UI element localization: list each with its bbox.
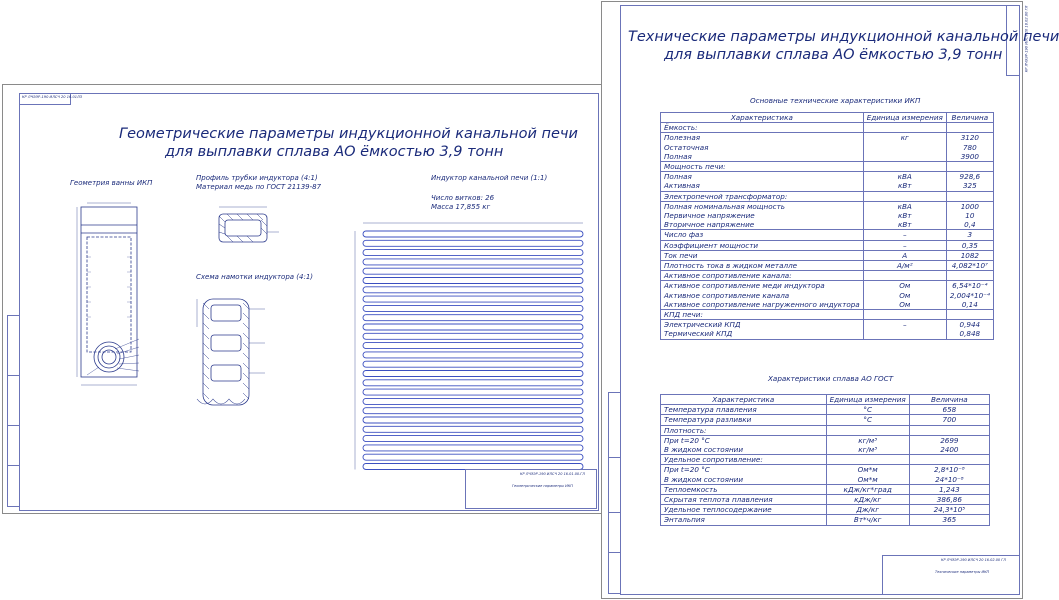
table2-cell-unit: кг/м³ кг/м³ — [826, 435, 909, 454]
table1-cell-value: 6,54*10⁻⁴ 2,004*10⁻⁴ 0,14 — [946, 281, 993, 310]
coil-turn — [363, 408, 583, 414]
coil-turn — [363, 333, 583, 339]
coil-turn — [363, 436, 583, 442]
table1-cell-value: 0,35 — [946, 240, 993, 250]
table2-cell-name: Температура разливки — [661, 415, 827, 425]
coil-turn — [363, 445, 583, 451]
table1-row — [661, 172, 994, 191]
table1-cell-value: 1000 10 0,4 — [946, 201, 993, 230]
coil-turn — [363, 426, 583, 432]
left-doc-code: КР ЛЧЭЭР-190 ИЛСЧ 20 16.01ЛЗ — [22, 95, 83, 99]
table2-row — [661, 495, 990, 505]
table2-cell-name: Удельное сопротивление: — [661, 455, 827, 465]
table1-row — [661, 250, 994, 260]
table2-cell-value: 658 — [909, 405, 989, 415]
turns-count: Число витков: 26 — [431, 194, 495, 202]
table2-cell-value: 386,86 — [909, 495, 989, 505]
tube-profile-drawing — [215, 202, 285, 252]
coil-turn — [363, 250, 583, 256]
table1-cell-value — [946, 162, 993, 172]
table1-row — [661, 133, 994, 162]
table2-cell-name: Энтальпия — [661, 515, 827, 525]
table1-cell-name: Коэффициент мощности — [661, 240, 864, 250]
furnace-characteristics-table — [660, 112, 994, 340]
inductor-coil-drawing — [323, 217, 588, 477]
table1-cell-unit — [863, 123, 946, 133]
coil-turn — [363, 305, 583, 311]
table1-cell-value — [946, 191, 993, 201]
table2-cell-name: Температура плавления — [661, 405, 827, 415]
table1-cell-value: 3 — [946, 230, 993, 240]
table2-row — [661, 465, 990, 484]
table1-cell-name: Число фаз — [661, 230, 864, 240]
table1-header-characteristic: Характеристика — [661, 113, 864, 123]
coil-turn — [363, 278, 583, 284]
table1-row — [661, 162, 994, 172]
table1-cell-value: 928,6 325 — [946, 172, 993, 191]
table2-header-unit: Единица измерения — [826, 395, 909, 405]
table1-cell-value: 1082 — [946, 250, 993, 260]
table1-cell-unit — [863, 162, 946, 172]
table1-row — [661, 240, 994, 250]
table1-cell-value — [946, 310, 993, 320]
table2-cell-unit: кДж/кг*град — [826, 484, 909, 494]
right-title-line2: для выплавки сплава АО ёмкостью 3,9 тонн — [664, 47, 1003, 63]
table1-cell-unit: – — [863, 230, 946, 240]
coil-turn — [363, 231, 583, 237]
table2-cell-value: 1,243 — [909, 484, 989, 494]
table1-cell-value: 3120 780 3900 — [946, 133, 993, 162]
right-drawing-sheet — [601, 1, 1059, 599]
coil-turn — [363, 324, 583, 330]
table2-row — [661, 435, 990, 454]
table2-row — [661, 405, 990, 415]
table1-cell-value — [946, 271, 993, 281]
coil-turn — [363, 259, 583, 265]
table2-cell-name: Теплоемкость — [661, 484, 827, 494]
table1-cell-unit — [863, 310, 946, 320]
coil-turn — [363, 389, 583, 395]
table2-row — [661, 505, 990, 515]
table2-cell-value: 365 — [909, 515, 989, 525]
coil-turn — [363, 240, 583, 246]
table1-row — [661, 320, 994, 339]
table2-row — [661, 455, 990, 465]
alloy-characteristics-table — [660, 394, 990, 526]
table1-cell-name: Активное сопротивление канала: — [661, 271, 864, 281]
table2-cell-value: 2699 2400 — [909, 435, 989, 454]
table1-cell-name: Полная Активная — [661, 172, 864, 191]
table1-cell-unit: – — [863, 320, 946, 339]
table1-row — [661, 281, 994, 310]
table1-cell-name: Полная номинальная мощность Первичное напряжение Вторичное напряжение — [661, 201, 864, 230]
table1-row — [661, 271, 994, 281]
right-binding-strip — [608, 392, 621, 594]
table1-header-value: Величина — [946, 113, 993, 123]
left-stamp-code: КР ЛЧЭЭР-190 ИЛСЧ 20 16.01.00.ГЛ — [520, 472, 585, 476]
right-side-code: КР ЛЧЭЭР-190 ИЛСЧ 20 16.02.00 ГЛ — [1024, 5, 1029, 73]
table2-cell-name: Скрытая теплота плавления — [661, 495, 827, 505]
coil-turn — [363, 343, 583, 349]
table2-row — [661, 415, 990, 425]
coil-turn — [363, 361, 583, 367]
table1-cell-unit: кг — [863, 133, 946, 162]
table2-cell-name: Удельное теплосодержание — [661, 505, 827, 515]
table2-cell-value: 700 — [909, 415, 989, 425]
table1-row — [661, 201, 994, 230]
table1-cell-unit: кВА кВт — [863, 172, 946, 191]
table1-cell-name: Ёмкость: — [661, 123, 864, 133]
table2-cell-unit: °С — [826, 405, 909, 415]
bath-geometry-drawing — [63, 197, 163, 407]
winding-scheme-drawing — [189, 291, 289, 411]
tube-profile-label: Профиль трубки индуктора (4:1) — [196, 174, 318, 182]
coil-turn — [363, 417, 583, 423]
table1-cell-unit: – — [863, 240, 946, 250]
coil-turn — [363, 268, 583, 274]
table1-row — [661, 261, 994, 271]
table1-cell-name: Электрический КПД Термический КПД — [661, 320, 864, 339]
right-title-block — [882, 555, 1020, 595]
table1-cell-unit: кВА кВт кВт — [863, 201, 946, 230]
left-binding-strip — [7, 315, 20, 507]
winding-scheme-label: Схема намотки индуктора (4:1) — [196, 273, 314, 281]
tube-material-label: Материал медь по ГОСТ 21139-87 — [196, 183, 322, 191]
coil-turn — [363, 380, 583, 386]
table2-cell-value — [909, 455, 989, 465]
left-title-line2: для выплавки сплава АО ёмкостью 3,9 тонн — [165, 144, 504, 160]
left-drawing-sheet — [2, 84, 602, 514]
right-title-line1: Технические параметры индукционной канальной печи — [628, 29, 1059, 45]
coil-turn — [363, 296, 583, 302]
left-title-block — [465, 469, 597, 509]
left-title-line1: Геометрические параметры индукционной канальной печи — [119, 126, 578, 142]
right-stamp-title: Технические параметры ИКП — [935, 570, 990, 574]
left-stamp-title: Геометрические параметры ИКП — [512, 484, 573, 488]
table1-cell-value: 0,944 0,848 — [946, 320, 993, 339]
table1-row — [661, 310, 994, 320]
table1-caption: Основные технические характеристики ИКП — [750, 96, 921, 105]
coil-turn — [363, 352, 583, 358]
table2-cell-name: При t=20 °С В жидком состоянии — [661, 435, 827, 454]
table2-row — [661, 425, 990, 435]
table1-cell-name: Электропечной трансформатор: — [661, 191, 864, 201]
table2-cell-unit — [826, 425, 909, 435]
table2-row — [661, 484, 990, 494]
inductor-label: Индуктор канальной печи (1:1) — [431, 174, 548, 182]
coil-turn — [363, 315, 583, 321]
table2-cell-value: 2,8*10⁻⁸ 24*10⁻⁸ — [909, 465, 989, 484]
table1-cell-name: Мощность печи: — [661, 162, 864, 172]
table2-cell-name: При t=20 °С В жидком состоянии — [661, 465, 827, 484]
table2-row — [661, 515, 990, 525]
table2-cell-unit: °С — [826, 415, 909, 425]
table2-caption: Характеристики сплава АО ГОСТ — [768, 374, 894, 383]
table1-cell-unit — [863, 271, 946, 281]
table1-cell-name: Ток печи — [661, 250, 864, 260]
table1-cell-name: Активное сопротивление меди индуктора Активное сопротивление канала Активное сопротивление нагруженного индуктора — [661, 281, 864, 310]
table2-cell-unit: кДж/кг — [826, 495, 909, 505]
table2-cell-unit: Вт*ч/кг — [826, 515, 909, 525]
table1-cell-value — [946, 123, 993, 133]
table1-cell-unit: А — [863, 250, 946, 260]
coil-turn — [363, 398, 583, 404]
bath-geometry-label: Геометрия ванны ИКП — [70, 179, 153, 187]
table2-cell-unit: Ом*м Ом*м — [826, 465, 909, 484]
table2-cell-unit: Дж/кг — [826, 505, 909, 515]
table2-header-value: Величина — [909, 395, 989, 405]
table2-cell-name: Плотность: — [661, 425, 827, 435]
table2-cell-unit — [826, 455, 909, 465]
coil-turn — [363, 287, 583, 293]
table1-cell-unit: Ом Ом Ом — [863, 281, 946, 310]
table1-row — [661, 123, 994, 133]
table2-header-characteristic: Характеристика — [661, 395, 827, 405]
table1-cell-unit: А/м² — [863, 261, 946, 271]
table1-cell-name: Плотность тока в жидком металле — [661, 261, 864, 271]
table1-row — [661, 191, 994, 201]
table1-row — [661, 230, 994, 240]
table1-cell-value: 4,082*10⁷ — [946, 261, 993, 271]
table1-header-unit: Единица измерения — [863, 113, 946, 123]
table1-cell-name: Полезная Остаточная Полная — [661, 133, 864, 162]
coil-turn — [363, 371, 583, 377]
inductor-mass: Масса 17,855 кг — [431, 203, 491, 211]
table2-cell-value — [909, 425, 989, 435]
table1-cell-unit — [863, 191, 946, 201]
table2-cell-value: 24,3*10⁵ — [909, 505, 989, 515]
right-stamp-code: КР ЛЧЭЭР-190 ИЛСЧ 20 16.02.00 ГЛ — [941, 558, 1006, 562]
table1-cell-name: КПД печи: — [661, 310, 864, 320]
coil-turn — [363, 454, 583, 460]
